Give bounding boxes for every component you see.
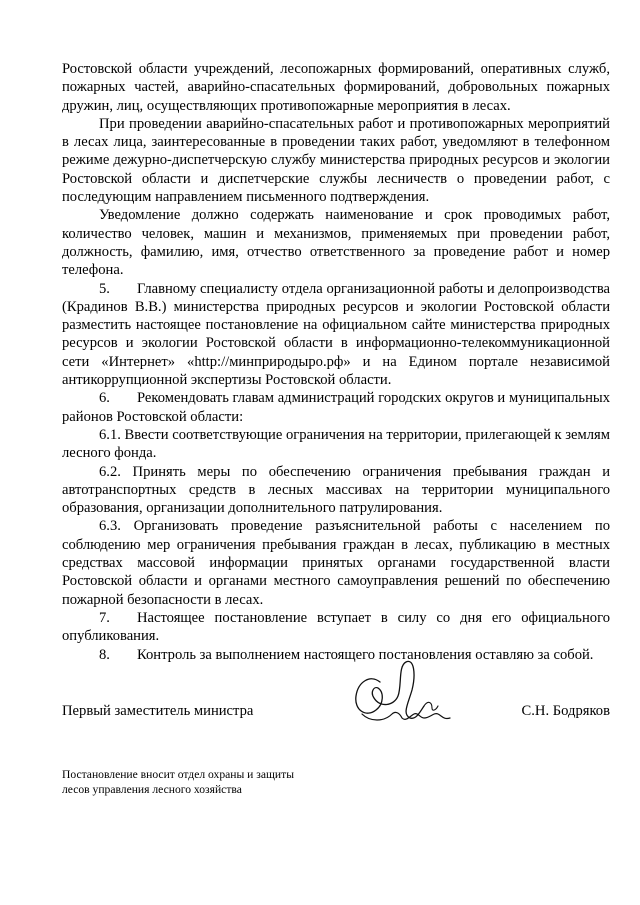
paragraph-notification-content: Уведомление должно содержать наименование и срок проводимых работ, количество человек, машин и механизмов, применяемых при проведении работ, должность, фамилию, имя, отчество ответственного за проведение работ и номер телефона. (62, 207, 610, 279)
handwritten-signature (340, 652, 470, 732)
item-text: Главному специалисту отдела организационной работы и делопроизводства (Крадинов В.В.) министерства природных ресурсов и экологии Ростовской области разместить настоящее постановление на официальном сайте министерства природных ресурсов и экологии Ростовской области в информационно-телекоммуникационной сети «Интернет» «http://минприродыро.рф» и на Едином портале независимой антикоррупционной экспертизы Ростовской области. (62, 280, 610, 389)
footnote (62, 767, 382, 797)
list-item-8 (62, 646, 610, 664)
list-item-6-3: 6.3. Организовать проведение разъяснительной работы с населением по соблюдению мер ограничения пребывания граждан в лесах, публикацию в местных средствах массовой информации принятых органами государственной власти Ростовской области и органами местного самоуправления решений по обеспечению пожарной безопасности в лесах. (62, 518, 610, 608)
paragraph-notification-procedure: При проведении аварийно-спасательных работ и противопожарных мероприятий в лесах лица, заинтересованные в проведении таких работ, уведомляют в телефонном режиме дежурно-диспетчерскую службу министерства природных ресурсов и экологии Ростовской области и диспетчерские службы лесничеств о проведении работ, с последующим направлением письменного подтверждения. (62, 115, 610, 206)
item-number: 8. (99, 646, 110, 663)
footnote-line-1: Постановление вносит отдел охраны и защиты (62, 768, 294, 781)
item-text: Настоящее постановление вступает в силу со дня его официального опубликования. (62, 609, 610, 645)
list-item-6-1: 6.1. Ввести соответствующие ограничения на территории, прилегающей к землям лесного фонда. (62, 426, 610, 462)
list-item-6 (62, 389, 610, 426)
signatory-position: Первый заместитель министра (62, 703, 254, 719)
item-number: 7. (99, 609, 110, 626)
list-item-6-2: 6.2. Принять меры по обеспечению ограничения пребывания граждан и автотранспортных средств в лесных массивах на территории муниципального образования, организации дополнительного патрулирования. (62, 463, 610, 517)
list-item-7 (62, 609, 610, 646)
paragraph-continuation: Ростовской области учреждений, лесопожарных формирований, оперативных служб, пожарных частей, аварийно-спасательных формирований, добровольных пожарных дружин, лиц, осуществляющих противопожарные мероприятия в лесах. (62, 61, 610, 114)
item-number: 6. (99, 390, 110, 407)
item-text: Контроль за выполнением настоящего постановления оставляю за собой. (137, 646, 594, 663)
item-number: 5. (99, 280, 110, 297)
list-item-5 (62, 280, 610, 390)
item-text: Рекомендовать главам администраций городских округов и муниципальных районов Ростовской области: (62, 390, 610, 425)
signatory-name: С.Н. Бодряков (521, 703, 610, 719)
footnote-line-2: лесов управления лесного хозяйства (62, 783, 242, 796)
document-body (62, 60, 610, 664)
